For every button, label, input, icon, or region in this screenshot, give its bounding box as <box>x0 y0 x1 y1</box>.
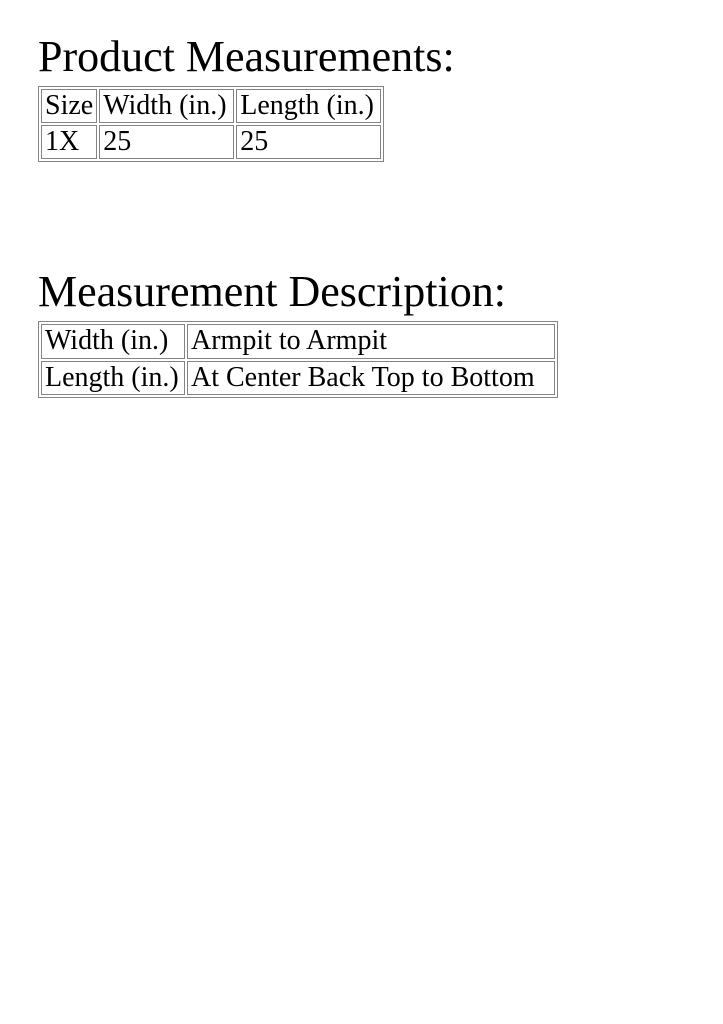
description-text-length: At Center Back Top to Bottom <box>187 361 555 395</box>
description-label-width: Width (in.) <box>41 324 185 358</box>
description-row-width <box>41 324 555 358</box>
product-measurements-header-row <box>41 89 381 123</box>
length-value: 25 <box>236 125 381 159</box>
column-header-length: Length (in.) <box>236 89 381 123</box>
product-measurements-heading: Product Measurements: <box>38 32 455 81</box>
description-row-length <box>41 361 555 395</box>
width-value: 25 <box>99 125 234 159</box>
size-chart-content <box>0 0 723 398</box>
measurement-description-heading: Measurement Description: <box>38 266 506 316</box>
product-measurements-data-row <box>41 125 381 159</box>
column-header-width: Width (in.) <box>99 89 234 123</box>
description-label-length: Length (in.) <box>41 361 185 395</box>
size-value: 1X <box>41 125 97 159</box>
column-header-size: Size <box>41 89 97 123</box>
measurement-description-table <box>38 321 558 397</box>
description-text-width: Armpit to Armpit <box>187 324 555 358</box>
product-measurements-table <box>38 86 384 162</box>
